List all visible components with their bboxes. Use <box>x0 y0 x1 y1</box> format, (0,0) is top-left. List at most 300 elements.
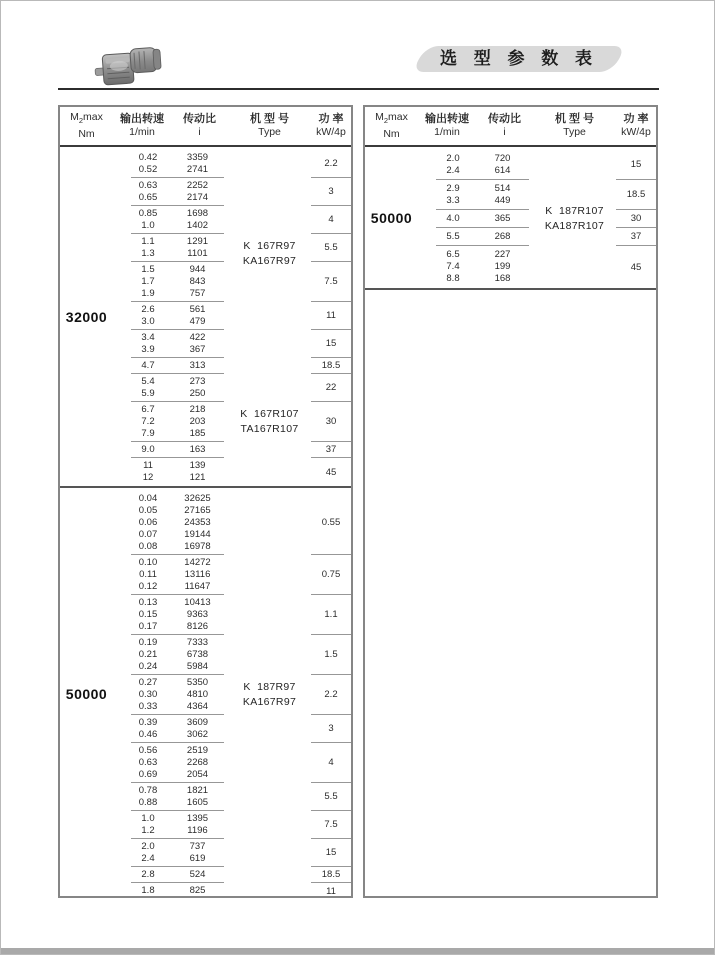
speed-value: 0.19 <box>138 637 158 648</box>
ratio-column <box>472 231 533 243</box>
speed-ratio-cell <box>113 839 228 867</box>
table-header <box>60 107 351 147</box>
ratio-value: 227 <box>494 249 511 260</box>
ratio-column <box>167 264 228 300</box>
table-section <box>60 486 351 899</box>
ratio-column <box>167 404 228 440</box>
speed-ratio-cell <box>418 150 533 180</box>
ratio-value: 2741 <box>186 164 209 175</box>
table-row <box>113 883 351 899</box>
speed-column <box>129 360 167 372</box>
m2max-value: 32000 <box>65 308 108 325</box>
speed-value: 4.7 <box>141 360 155 371</box>
speed-ratio-cell <box>113 883 228 899</box>
ratio-value: 449 <box>494 195 511 206</box>
speed-value: 0.33 <box>138 701 158 712</box>
speed-value: 6.7 <box>141 404 155 415</box>
speed-value: 7.2 <box>141 416 155 427</box>
type-column-space <box>533 228 616 246</box>
speed-value: 0.07 <box>138 529 158 540</box>
speed-column <box>129 677 167 713</box>
ratio-value: 4810 <box>186 689 209 700</box>
speed-value: 3.0 <box>141 316 155 327</box>
type-column-space <box>228 783 311 811</box>
speed-column <box>129 557 167 593</box>
speed-value: 1.3 <box>141 248 155 259</box>
speed-ratio-cell <box>113 675 228 715</box>
table-row <box>113 715 351 743</box>
ratio-column <box>167 152 228 176</box>
ratio-column <box>167 332 228 356</box>
ratio-column <box>167 813 228 837</box>
speed-value: 0.24 <box>138 661 158 672</box>
type-column-space <box>533 246 616 288</box>
table-row <box>418 180 656 210</box>
ratio-value: 2252 <box>186 180 209 191</box>
empty-section <box>365 288 656 896</box>
power-value: 37 <box>616 228 656 246</box>
speed-ratio-cell <box>113 867 228 883</box>
power-value: 18.5 <box>311 867 351 883</box>
speed-value: 1.0 <box>141 220 155 231</box>
ratio-value: 1402 <box>186 220 209 231</box>
speed-ratio-cell <box>113 811 228 839</box>
ratio-value: 422 <box>189 332 206 343</box>
type-column-space <box>228 234 311 262</box>
ratio-column <box>167 869 228 881</box>
speed-column <box>129 236 167 260</box>
ratio-value: 3062 <box>186 729 209 740</box>
ratio-column <box>167 885 228 897</box>
ratio-column <box>167 208 228 232</box>
type-column-space <box>228 839 311 867</box>
power-value: 15 <box>311 330 351 358</box>
ratio-value: 4364 <box>186 701 209 712</box>
power-value: 7.5 <box>311 811 351 839</box>
table-section <box>365 147 656 288</box>
ratio-value: 514 <box>494 183 511 194</box>
speed-column <box>129 208 167 232</box>
power-value: 30 <box>616 210 656 228</box>
speed-value: 0.12 <box>138 581 158 592</box>
m2max-value: 50000 <box>65 685 108 702</box>
speed-value: 1.0 <box>141 813 155 824</box>
speed-value: 3.3 <box>446 195 460 206</box>
type-column-space <box>228 675 311 715</box>
speed-value: 2.8 <box>141 869 155 880</box>
power-value: 2.2 <box>311 675 351 715</box>
ratio-value: 561 <box>189 304 206 315</box>
section-body <box>418 147 656 288</box>
ratio-value: 8126 <box>186 621 209 632</box>
speed-ratio-cell <box>113 150 228 178</box>
table-row <box>113 330 351 358</box>
speed-ratio-cell <box>113 555 228 595</box>
speed-value: 2.9 <box>446 183 460 194</box>
type-column-space <box>533 180 616 210</box>
speed-column <box>434 249 472 285</box>
table-row <box>113 867 351 883</box>
type-code: KA187R107 <box>544 220 605 232</box>
ratio-value: 843 <box>189 276 206 287</box>
speed-column <box>129 332 167 356</box>
ratio-value: 7333 <box>186 637 209 648</box>
ratio-value: 273 <box>189 376 206 387</box>
ratio-value: 1196 <box>187 825 208 836</box>
power-value: 4 <box>311 206 351 234</box>
ratio-column <box>472 249 533 285</box>
ratio-column <box>472 213 533 225</box>
speed-value: 5.4 <box>141 376 155 387</box>
speed-column <box>129 785 167 809</box>
ratio-value: 168 <box>494 273 511 284</box>
selection-table-left <box>58 105 353 898</box>
ratio-value: 268 <box>494 231 511 242</box>
speed-value: 0.13 <box>138 597 158 608</box>
speed-column <box>129 841 167 865</box>
table-row <box>113 234 351 262</box>
table-row <box>113 595 351 635</box>
ratio-column <box>167 493 228 553</box>
ratio-column <box>167 597 228 633</box>
power-value: 15 <box>311 839 351 867</box>
speed-ratio-cell <box>113 458 228 486</box>
ratio-column <box>167 236 228 260</box>
ratio-value: 19144 <box>184 529 211 540</box>
speed-value: 5.9 <box>141 388 155 399</box>
ratio-value: 5350 <box>186 677 209 688</box>
ratio-value: 218 <box>189 404 206 415</box>
ratio-value: 720 <box>494 153 511 164</box>
speed-column <box>129 376 167 400</box>
speed-ratio-cell <box>113 234 228 262</box>
power-value: 3 <box>311 715 351 743</box>
table-row <box>113 675 351 715</box>
col-header-power: 功 率 kW/4p <box>316 113 346 138</box>
speed-ratio-cell <box>113 374 228 402</box>
speed-value: 0.39 <box>138 717 158 728</box>
table-row <box>113 358 351 374</box>
type-code: KA167R97 <box>242 255 297 267</box>
speed-value: 2.4 <box>446 165 460 176</box>
power-value: 11 <box>311 302 351 330</box>
ratio-value: 1821 <box>186 785 209 796</box>
ratio-value: 1291 <box>186 236 209 247</box>
table-row <box>113 458 351 486</box>
speed-value: 0.27 <box>138 677 158 688</box>
type-column-space <box>228 402 311 442</box>
speed-value: 1.5 <box>141 264 155 275</box>
speed-column <box>129 180 167 204</box>
speed-ratio-cell <box>113 262 228 302</box>
speed-value: 0.46 <box>138 729 158 740</box>
ratio-value: 2268 <box>186 757 209 768</box>
ratio-value: 3609 <box>186 717 209 728</box>
header-rule <box>58 88 659 90</box>
speed-column <box>129 745 167 781</box>
power-value: 45 <box>325 466 337 478</box>
speed-ratio-cell <box>418 210 533 228</box>
speed-value: 7.9 <box>141 428 155 439</box>
speed-column <box>434 213 472 225</box>
speed-value: 1.7 <box>141 276 155 287</box>
speed-value: 0.88 <box>138 797 158 808</box>
ratio-value: 944 <box>189 264 206 275</box>
speed-value: 2.6 <box>141 304 155 315</box>
ratio-value: 757 <box>189 288 206 299</box>
speed-value: 0.08 <box>138 541 158 552</box>
type-column-space <box>228 491 311 555</box>
power-value: 37 <box>311 442 351 458</box>
table-row <box>418 150 656 180</box>
power-value: 15 <box>616 150 656 180</box>
ratio-column <box>167 677 228 713</box>
ratio-value: 2174 <box>186 192 209 203</box>
power-value: 5.5 <box>311 783 351 811</box>
type-code: K 187R97 <box>243 681 296 693</box>
speed-ratio-cell <box>113 358 228 374</box>
col-header-ratio: 传动比 i <box>183 113 216 138</box>
col-header-speed: 输出转速 1/min <box>425 113 469 138</box>
table-section <box>60 147 351 486</box>
ratio-column <box>167 745 228 781</box>
ratio-value: 121 <box>189 472 206 483</box>
speed-ratio-cell <box>113 743 228 783</box>
type-code: TA167R107 <box>240 423 299 435</box>
type-column-space <box>228 715 311 743</box>
page-title: 选 型 参 数 表 <box>440 49 598 68</box>
col-header-type: 机 型 号 Type <box>249 113 290 138</box>
speed-value: 1.9 <box>141 288 155 299</box>
speed-value: 0.30 <box>138 689 158 700</box>
col-header-power: 功 率 kW/4p <box>621 113 651 138</box>
type-code: K 167R97 <box>243 240 296 252</box>
speed-value: 0.85 <box>138 208 158 219</box>
speed-value: 5.5 <box>446 231 460 242</box>
type-column-space <box>228 555 311 595</box>
section-body <box>113 488 351 899</box>
type-column-space <box>228 442 311 458</box>
power-value: 4 <box>311 743 351 783</box>
ratio-value: 2519 <box>186 745 209 756</box>
speed-value: 0.69 <box>138 769 158 780</box>
type-column-space <box>228 635 311 675</box>
col-header-ratio: 传动比 i <box>488 113 521 138</box>
type-column-space <box>533 150 616 180</box>
type-column-space <box>228 206 311 234</box>
ratio-value: 139 <box>189 460 206 471</box>
ratio-column <box>167 304 228 328</box>
ratio-value: 10413 <box>184 597 211 608</box>
power-value: 18.5 <box>616 180 656 210</box>
table-row <box>113 262 351 302</box>
type-column-space <box>228 330 311 358</box>
speed-value: 0.78 <box>138 785 158 796</box>
power-value: 0.75 <box>311 555 351 595</box>
speed-value: 0.42 <box>138 152 158 163</box>
table-row <box>113 178 351 206</box>
table-row <box>113 839 351 867</box>
speed-value: 0.11 <box>139 569 157 580</box>
speed-ratio-cell <box>113 635 228 675</box>
power-value: 3 <box>311 178 351 206</box>
ratio-value: 365 <box>494 213 511 224</box>
ratio-value: 203 <box>189 416 206 427</box>
ratio-value: 619 <box>189 853 206 864</box>
speed-column <box>129 444 167 456</box>
ratio-value: 13116 <box>184 569 211 580</box>
speed-value: 9.0 <box>141 444 155 455</box>
ratio-value: 614 <box>494 165 511 176</box>
type-column-space <box>533 210 616 228</box>
power-value: 11 <box>326 885 336 897</box>
ratio-value: 1605 <box>186 797 209 808</box>
speed-value: 0.04 <box>138 493 158 504</box>
page-footer-bar <box>1 948 714 954</box>
table-row <box>113 206 351 234</box>
type-column-space <box>228 150 311 178</box>
ratio-column <box>167 460 228 484</box>
speed-column <box>129 264 167 300</box>
speed-ratio-cell <box>113 715 228 743</box>
speed-ratio-cell <box>113 595 228 635</box>
table-header <box>365 107 656 147</box>
speed-value: 0.52 <box>138 164 158 175</box>
type-column-space <box>228 374 311 402</box>
speed-ratio-cell <box>113 330 228 358</box>
section-body <box>113 147 351 486</box>
speed-value: 3.4 <box>141 332 155 343</box>
speed-value: 1.8 <box>141 885 155 896</box>
speed-column <box>129 404 167 440</box>
speed-column <box>129 637 167 673</box>
ratio-value: 27165 <box>184 505 211 516</box>
ratio-column <box>167 785 228 809</box>
power-value: 2.2 <box>311 150 351 178</box>
ratio-value: 6738 <box>186 649 209 660</box>
speed-ratio-cell <box>113 402 228 442</box>
ratio-value: 313 <box>189 360 206 371</box>
speed-column <box>129 460 167 484</box>
speed-column <box>434 183 472 207</box>
power-value: 1.1 <box>311 595 351 635</box>
speed-ratio-cell <box>113 442 228 458</box>
speed-ratio-cell <box>418 228 533 246</box>
speed-column <box>129 304 167 328</box>
type-column-space <box>228 178 311 206</box>
power-value: 18.5 <box>311 358 351 374</box>
table-row <box>113 811 351 839</box>
ratio-column <box>167 444 228 456</box>
type-column-space <box>228 302 311 330</box>
speed-value: 1.2 <box>141 825 155 836</box>
ratio-value: 250 <box>189 388 206 399</box>
speed-value: 2.0 <box>446 153 460 164</box>
ratio-value: 737 <box>189 841 206 852</box>
table-row <box>113 374 351 402</box>
ratio-value: 14272 <box>184 557 211 568</box>
ratio-value: 3359 <box>186 152 209 163</box>
ratio-column <box>167 717 228 741</box>
table-row <box>113 150 351 178</box>
speed-value: 0.63 <box>138 757 158 768</box>
speed-ratio-cell <box>418 246 533 288</box>
ratio-value: 11647 <box>184 581 211 592</box>
table-row <box>113 442 351 458</box>
selection-table-right <box>363 105 658 898</box>
speed-column <box>129 152 167 176</box>
speed-ratio-cell <box>113 206 228 234</box>
ratio-column <box>167 557 228 593</box>
type-column-space <box>228 867 311 883</box>
table-row <box>113 783 351 811</box>
ratio-column <box>167 360 228 372</box>
col-header-type: 机 型 号 Type <box>554 113 595 138</box>
ratio-column <box>167 376 228 400</box>
header-banner <box>411 46 626 72</box>
power-value: 1.5 <box>311 635 351 675</box>
m2max-value: 50000 <box>370 209 413 226</box>
speed-value: 12 <box>142 472 154 483</box>
table-row <box>418 246 656 288</box>
power-value: 45 <box>630 261 642 273</box>
ratio-column <box>472 183 533 207</box>
ratio-value: 825 <box>189 885 206 896</box>
ratio-value: 2054 <box>186 769 209 780</box>
ratio-value: 367 <box>189 344 206 355</box>
type-code: KA167R97 <box>242 696 297 708</box>
speed-value: 6.5 <box>446 249 460 260</box>
speed-value: 0.21 <box>138 649 158 660</box>
ratio-value: 479 <box>189 316 206 327</box>
speed-column <box>129 717 167 741</box>
ratio-value: 16978 <box>184 541 211 552</box>
ratio-value: 32625 <box>184 493 211 504</box>
ratio-value: 1101 <box>187 248 208 259</box>
speed-column <box>129 813 167 837</box>
col-header-speed: 输出转速 1/min <box>120 113 164 138</box>
speed-value: 2.4 <box>141 853 155 864</box>
speed-value: 0.63 <box>138 180 158 191</box>
speed-ratio-cell <box>113 491 228 555</box>
ratio-value: 1698 <box>186 208 209 219</box>
speed-ratio-cell <box>113 178 228 206</box>
ratio-value: 185 <box>189 428 206 439</box>
speed-value: 0.10 <box>138 557 158 568</box>
table-body <box>365 147 656 896</box>
table-row <box>113 302 351 330</box>
type-column-space <box>228 358 311 374</box>
ratio-value: 1395 <box>186 813 209 824</box>
type-column-space <box>228 743 311 783</box>
speed-value: 2.0 <box>141 841 155 852</box>
table-row <box>113 491 351 555</box>
speed-ratio-cell <box>113 302 228 330</box>
speed-value: 3.9 <box>141 344 155 355</box>
table-row <box>418 210 656 228</box>
ratio-value: 199 <box>494 261 511 272</box>
table-row <box>113 635 351 675</box>
speed-value: 0.65 <box>138 192 158 203</box>
ratio-column <box>167 637 228 673</box>
type-column-space <box>228 883 311 899</box>
table-row <box>418 228 656 246</box>
speed-column <box>434 231 472 243</box>
ratio-value: 5984 <box>186 661 209 672</box>
table-row <box>113 555 351 595</box>
power-value: 5.5 <box>311 234 351 262</box>
ratio-value: 163 <box>189 444 206 455</box>
